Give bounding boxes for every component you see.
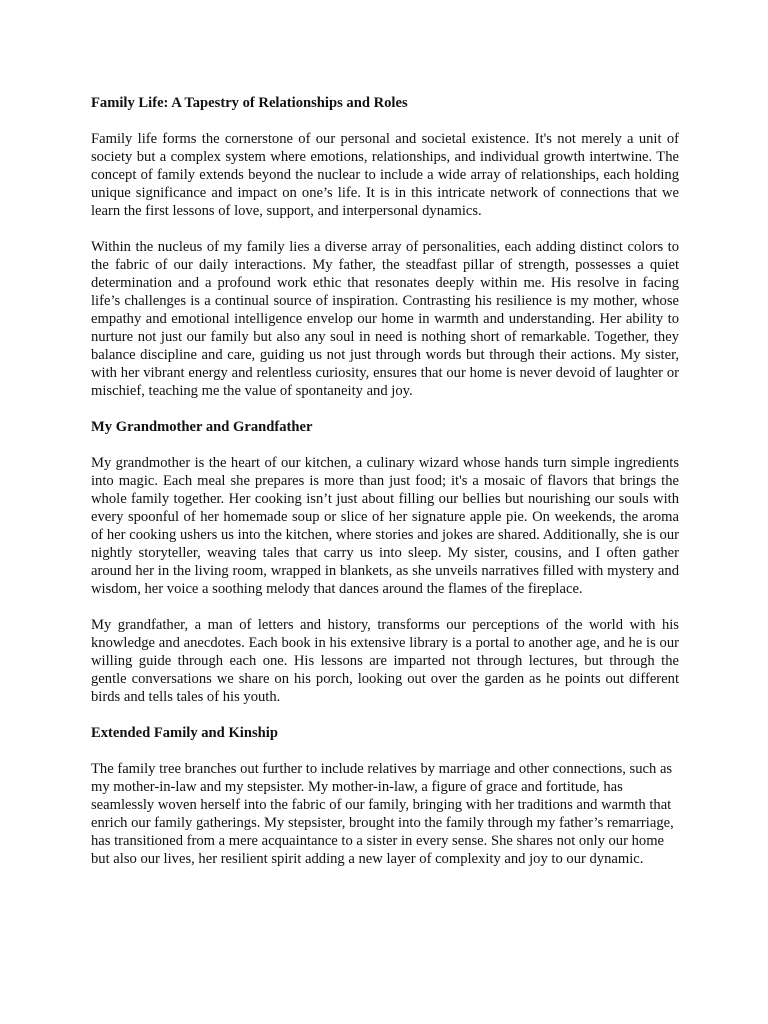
section-heading: Extended Family and Kinship [91,725,278,741]
section-extended-family [91,724,679,868]
paragraph: The family tree branches out further to include relatives by marriage and other connections, such as my mother-in-law and my stepsister. My mother-in-law, a figure of grace and fortitude, has seamlessly woven herself into the fabric of our family, bringing with her traditions and warmth that enrich our family gatherings. My stepsister, brought into the family through my father’s remarriage, has transitioned from a mere acquaintance to a sister in every sense. She shares not only our home but also our lives, her resilient spirit adding a new layer of complexity and joy to our dynamic. [91,761,674,867]
paragraph: My grandfather, a man of letters and history, transforms our perceptions of the world with his knowledge and anecdotes. Each book in his extensive library is a portal to another age, and he is our willing guide through each one. His lessons are imparted not through lectures, but through the gentle conversations we share on his porch, looking out over the garden as he points out different birds and tells tales of his youth. [91,617,679,705]
document-page [91,94,679,886]
section-heading: Family Life: A Tapestry of Relationships and Roles [91,95,408,111]
section-grandparents [91,418,679,706]
section-heading: My Grandmother and Grandfather [91,419,313,435]
section-family-life [91,94,679,400]
paragraph: Within the nucleus of my family lies a diverse array of personalities, each adding distinct colors to the fabric of our daily interactions. My father, the steadfast pillar of strength, possesses a quiet determination and a profound work ethic that resonates deeply within me. His resolve in facing life’s challenges is a continual source of inspiration. Contrasting his resilience is my mother, whose empathy and emotional intelligence envelop our home in warmth and understanding. Her ability to nurture not just our family but also any soul in need is nothing short of remarkable. Together, they balance discipline and care, guiding us not just through words but through their actions. My sister, with her vibrant energy and relentless curiosity, ensures that our home is never devoid of laughter or mischief, teaching me the value of spontaneity and joy. [91,239,679,399]
paragraph: My grandmother is the heart of our kitchen, a culinary wizard whose hands turn simple ingredients into magic. Each meal she prepares is more than just food; it's a mosaic of flavors that brings the whole family together. Her cooking isn’t just about filling our bellies but nourishing our souls with every spoonful of her homemade soup or slice of her signature apple pie. On weekends, the aroma of her cooking ushers us into the kitchen, where stories and jokes are shared. Additionally, she is our nightly storyteller, weaving tales that carry us into sleep. My sister, cousins, and I often gather around her in the living room, wrapped in blankets, as she unveils narratives filled with mystery and wisdom, her voice a soothing melody that dances around the flames of the fireplace. [91,455,679,597]
paragraph: Family life forms the cornerstone of our personal and societal existence. It's not merely a unit of society but a complex system where emotions, relationships, and individual growth intertwine. The concept of family extends beyond the nuclear to include a wide array of relationships, each holding unique significance and impact on one’s life. It is in this intricate network of connections that we learn the first lessons of love, support, and interpersonal dynamics. [91,131,679,219]
